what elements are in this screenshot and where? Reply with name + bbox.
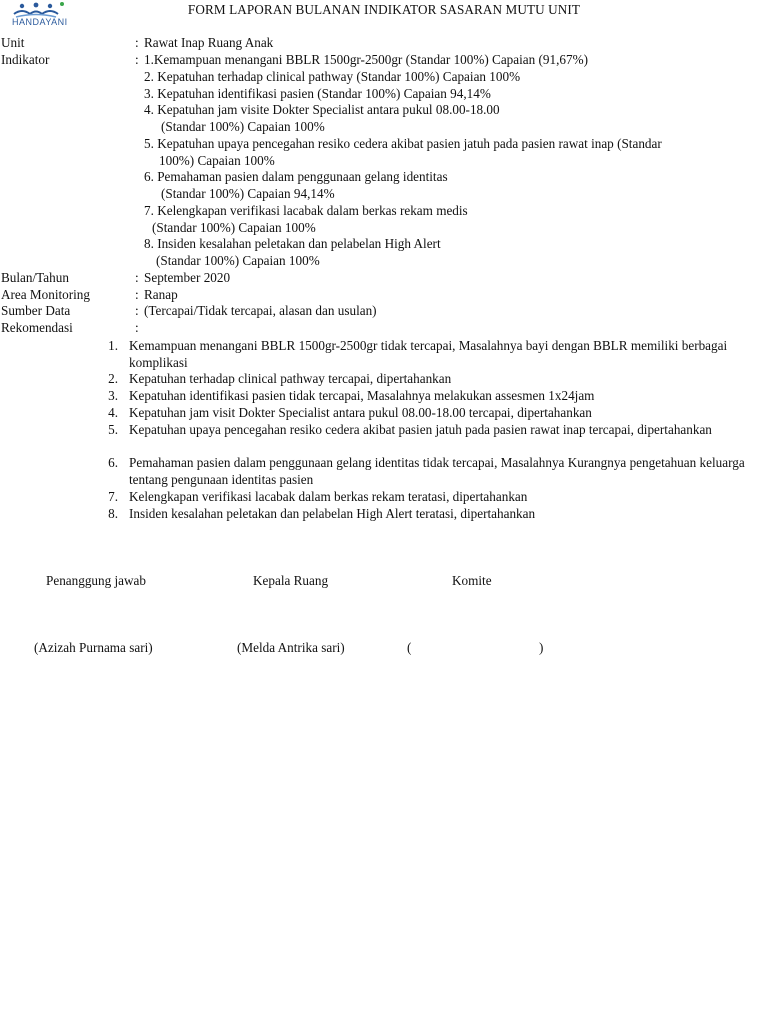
indicator-line: 8. Insiden kesalahan peletakan dan pelabelan High Alert	[144, 236, 441, 251]
bulan-value: September 2020	[144, 270, 231, 285]
rec-number: 6.	[108, 455, 118, 470]
indicator-line: 6. Pemahaman pasien dalam penggunaan gelang identitas	[144, 169, 448, 184]
indicator-line: (Standar 100%) Capaian 94,14%	[161, 186, 335, 201]
rekomendasi-label: Rekomendasi	[1, 320, 73, 335]
signature-name-2: (Melda Antrika sari)	[237, 640, 345, 655]
rec-number: 7.	[108, 489, 118, 504]
indicator-line: 5. Kepatuhan upaya pencegahan resiko cedera akibat pasien jatuh pada pasien rawat inap (Standar	[144, 136, 662, 151]
rec-text: Kepatuhan jam visit Dokter Specialist antara pukul 08.00-18.00 tercapai, dipertahankan	[129, 405, 592, 420]
indicator-line: (Standar 100%) Capaian 100%	[152, 220, 316, 235]
colon: :	[135, 270, 139, 285]
sumber-label: Sumber Data	[1, 303, 71, 318]
signature-role-komite: Komite	[452, 573, 492, 588]
rec-text: Insiden kesalahan peletakan dan pelabelan High Alert teratasi, dipertahankan	[129, 506, 536, 521]
page-title: FORM LAPORAN BULANAN INDIKATOR SASARAN MUTU UNIT	[187, 2, 581, 17]
indicator-line: (Standar 100%) Capaian 100%	[161, 119, 325, 134]
rec-text: Kepatuhan upaya pencegahan resiko cedera akibat pasien jatuh pada pasien rawat inap tercapai, dipertahankan	[129, 422, 712, 437]
indicator-line: 4. Kepatuhan jam visite Dokter Specialist antara pukul 08.00-18.00	[144, 102, 500, 117]
signature-name-1: (Azizah Purnama sari)	[34, 640, 153, 655]
logo-text: HANDAYANI	[12, 17, 68, 27]
colon: :	[135, 35, 139, 50]
signature-name-3-close: )	[539, 640, 544, 655]
colon: :	[135, 320, 139, 335]
rec-text: Kemampuan menangani BBLR 1500gr-2500gr tidak tercapai, Masalahnya bayi dengan BBLR memiliki berbagai komplikasi	[129, 338, 728, 370]
area-label: Area Monitoring	[1, 287, 90, 302]
colon: :	[135, 52, 139, 67]
rec-text: Kepatuhan identifikasi pasien tidak tercapai, Masalahnya melakukan assesmen 1x24jam	[129, 388, 595, 403]
colon: :	[135, 287, 139, 302]
unit-value: Rawat Inap Ruang Anak	[144, 35, 274, 50]
bulan-label: Bulan/Tahun	[1, 270, 69, 285]
signature-role-penanggung-jawab: Penanggung jawab	[46, 573, 146, 588]
unit-label: Unit	[1, 35, 25, 50]
rec-number: 1.	[108, 338, 118, 353]
rec-text: Kepatuhan terhadap clinical pathway tercapai, dipertahankan	[129, 371, 452, 386]
rec-text: Kelengkapan verifikasi lacabak dalam berkas rekam teratasi, dipertahankan	[129, 489, 528, 504]
indicator-line: 3. Kepatuhan identifikasi pasien (Standar 100%) Capaian 94,14%	[144, 86, 491, 101]
indicator-line: 2. Kepatuhan terhadap clinical pathway (Standar 100%) Capaian 100%	[144, 69, 521, 84]
rec-number: 2.	[108, 371, 118, 386]
colon: :	[135, 303, 139, 318]
indikator-label: Indikator	[1, 52, 50, 67]
rec-number: 8.	[108, 506, 118, 521]
rec-number: 3.	[108, 388, 118, 403]
indicator-line: (Standar 100%) Capaian 100%	[156, 253, 320, 268]
indicator-line: 7. Kelengkapan verifikasi lacabak dalam berkas rekam medis	[144, 203, 468, 218]
rec-number: 4.	[108, 405, 118, 420]
rec-text: Pemahaman pasien dalam penggunaan gelang identitas tidak tercapai, Masalahnya Kurangnya pengetahuan keluarga tentang pengunaan identitas pasien	[129, 455, 745, 487]
signature-name-3-open: (	[407, 640, 412, 655]
indicator-line: 100%) Capaian 100%	[159, 153, 275, 168]
rec-number: 5.	[108, 422, 118, 437]
indicator-line: 1.Kemampuan menangani BBLR 1500gr-2500gr (Standar 100%) Capaian (91,67%)	[144, 52, 588, 67]
signature-role-kepala-ruang: Kepala Ruang	[253, 573, 329, 588]
sumber-value: (Tercapai/Tidak tercapai, alasan dan usulan)	[144, 303, 377, 318]
area-value: Ranap	[144, 287, 178, 302]
